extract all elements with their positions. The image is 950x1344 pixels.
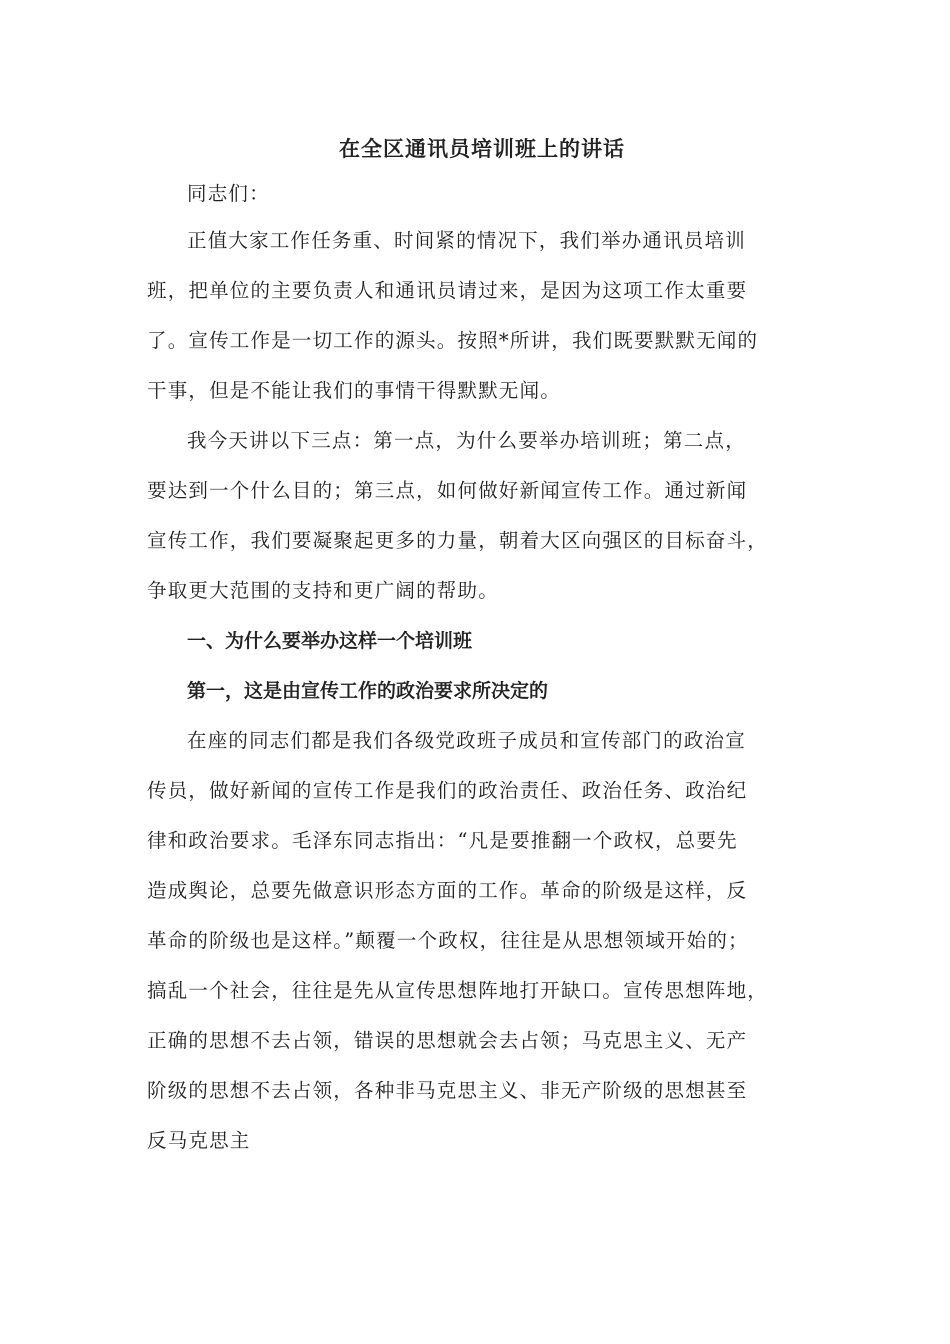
paragraph-line: 正值大家工作任务重、时间紧的情况下，我们举办通讯员培训 <box>187 229 746 252</box>
paragraph-3 <box>147 716 817 1166</box>
greeting: 同志们： <box>187 182 270 205</box>
paragraph-line: 我今天讲以下三点：第一点，为什么要举办培训班；第二点， <box>187 429 746 452</box>
subsection-heading: 第一，这是由宣传工作的政治要求所决定的 <box>187 680 549 702</box>
paragraph-line: 在座的同志们都是我们各级党政班子成员和宣传部门的政治宣 <box>187 729 746 752</box>
paragraph-line: 正确的思想不去占领，错误的思想就会去占领；马克思主义、无产 <box>147 1029 748 1052</box>
paragraph-line: 争取更大范围的支持和更广阔的帮助。 <box>147 579 499 602</box>
paragraph-1 <box>147 216 817 416</box>
paragraph-line: 阶级的思想不去占领，各种非马克思主义、非无产阶级的思想甚至 <box>147 1079 748 1102</box>
section-heading: 一、为什么要举办这样一个培训班 <box>187 630 473 652</box>
paragraph-line: 律和政治要求。毛泽东同志指出：“凡是要推翻一个政权，总要先 <box>147 829 738 852</box>
paragraph-line: 了。宣传工作是一切工作的源头。按照*所讲，我们既要默默无闻的 <box>147 329 759 352</box>
paragraph-line: 干事，但是不能让我们的事情干得默默无闻。 <box>147 379 562 402</box>
paragraph-line: 革命的阶级也是这样。”颠覆一个政权，往往是从思想领域开始的； <box>147 929 749 952</box>
paragraph-line: 搞乱一个社会，往往是先从宣传思想阵地打开缺口。宣传思想阵地， <box>147 979 769 1002</box>
paragraph-line: 反马克思主 <box>147 1129 251 1152</box>
paragraph-2 <box>147 416 817 616</box>
paragraph-line: 造成舆论，总要先做意识形态方面的工作。革命的阶级是这样，反 <box>147 879 748 902</box>
paragraph-line: 班，把单位的主要负责人和通讯员请过来，是因为这项工作太重要 <box>147 279 748 302</box>
document-body <box>147 132 817 1166</box>
paragraph-line: 要达到一个什么目的；第三点，如何做好新闻宣传工作。通过新闻 <box>147 479 748 502</box>
paragraph-line: 传员，做好新闻的宣传工作是我们的政治责任、政治任务、政治纪 <box>147 779 748 802</box>
document-title: 在全区通讯员培训班上的讲话 <box>339 137 625 161</box>
paragraph-line: 宣传工作，我们要凝聚起更多的力量，朝着大区向强区的目标奋斗， <box>147 529 769 552</box>
